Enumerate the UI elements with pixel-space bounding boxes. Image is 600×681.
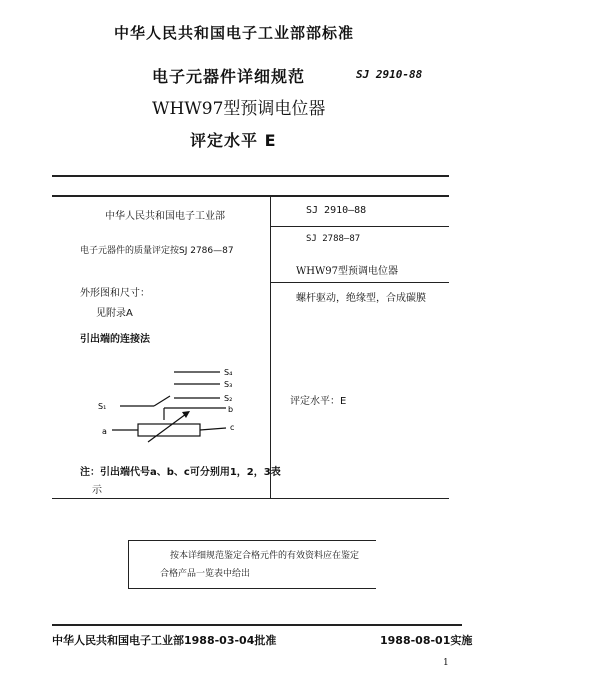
table-column-divider (270, 196, 271, 498)
wiper-arrowhead (182, 411, 190, 418)
product-features: 螺杆驱动，绝缘型，合成碳膜 (296, 293, 426, 304)
row-divider-2 (270, 282, 449, 283)
effective-date: 1988-08-01实施 (380, 634, 473, 647)
c-lead (200, 428, 226, 430)
outline-label: 外形图和尺寸： (80, 288, 150, 299)
table-top-border-2 (52, 195, 449, 197)
quality-basis: 电子元器件的质量评定按SJ 2786—87 (80, 246, 234, 256)
assessment-level: 评定水平：E (290, 396, 347, 407)
table-bottom-border (52, 498, 449, 499)
notice-line-1: 按本详细规范鉴定合格元件的有效资料应在鉴定 (170, 551, 360, 561)
label-c: c (230, 423, 235, 432)
terminal-label: 引出端的连接法 (80, 334, 150, 345)
product-name: WHW97型预调电位器 (296, 266, 399, 277)
label-s2: S₂ (224, 394, 233, 403)
issuer: 中华人民共和国电子工业部 (105, 211, 225, 222)
notice-line-2: 合格产品一览表中给出 (160, 569, 251, 579)
label-s4: S₄ (224, 368, 233, 377)
org-standard-heading: 中华人民共和国电子工业部部标准 (114, 24, 355, 42)
label-b: b (228, 405, 234, 414)
table-top-border (52, 175, 449, 177)
notice-box-left (128, 540, 129, 589)
terminal-note-cont: 示 (92, 485, 102, 496)
label-s3: S₃ (224, 380, 233, 389)
outline-ref: 见附录A (96, 308, 133, 319)
label-a: a (102, 427, 107, 436)
product-title: WHW97型预调电位器 (152, 99, 326, 119)
code-2: SJ 2788—87 (306, 234, 361, 244)
spec-code: SJ 2910-88 (356, 68, 423, 81)
wiper-arrow (148, 414, 186, 442)
assessment-title: 评定水平 E (190, 131, 277, 150)
notice-box-bottom (128, 588, 376, 589)
terminal-connection-diagram (96, 360, 266, 450)
row-divider-1 (270, 226, 449, 227)
notice-box-top (128, 540, 376, 541)
spec-title: 电子元器件详细规范 (152, 67, 306, 86)
terminal-note: 注：引出端代号a、b、c可分别用1，2，3表 (80, 467, 281, 478)
approval-date: 中华人民共和国电子工业部1988-03-04批准 (52, 634, 277, 647)
page-number: 1 (443, 658, 449, 668)
switch-blade (154, 396, 170, 406)
footer-rule (52, 624, 462, 626)
code-1: SJ 2910—88 (306, 205, 367, 216)
label-s1: S₁ (98, 402, 107, 411)
